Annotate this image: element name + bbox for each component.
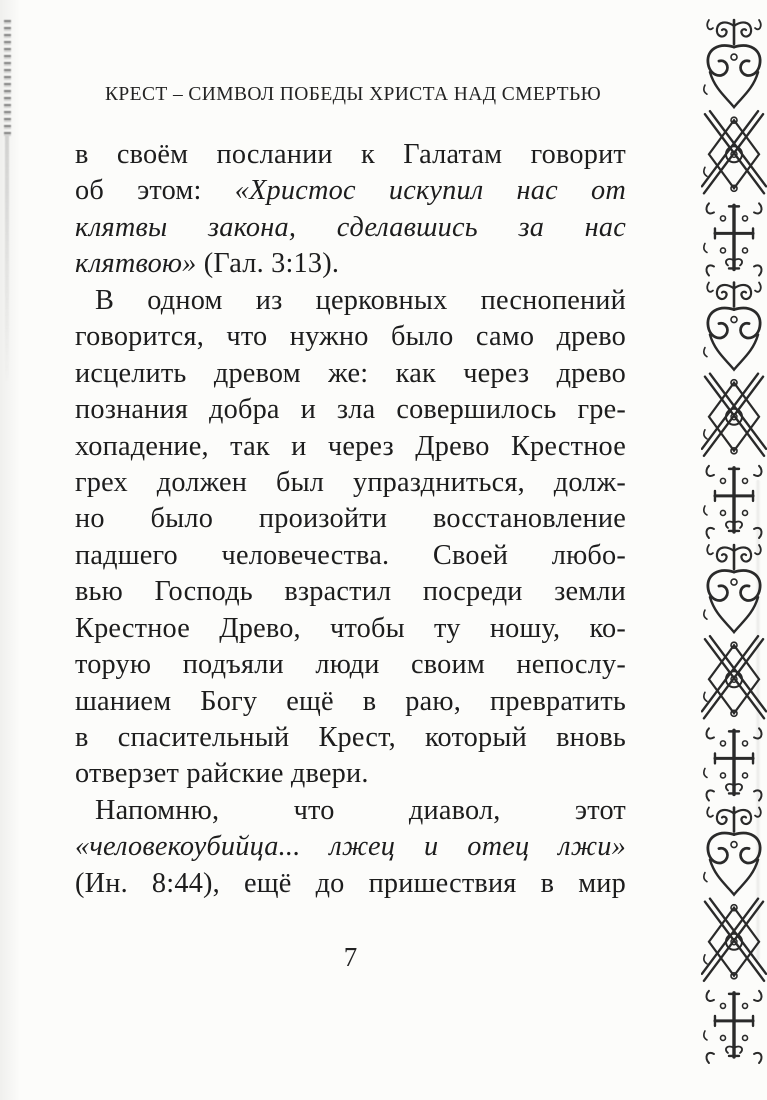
text-line [75,574,626,610]
body-run: В одном из церковных песнопений [95,284,626,316]
text-line [75,647,626,683]
text-line [75,173,626,209]
body-run: исцелить древом же: как через древо [75,357,626,389]
text-line [75,756,626,792]
text-line [75,829,626,865]
body-run: но было произойти восстановление [75,503,626,535]
body-run: отверзет райские двери. [75,758,369,790]
quote-italic-text: «человекоубийца... лжец и отец лжи» [75,831,626,863]
body-run: об этом: [75,175,235,207]
scan-edge-artifact [4,20,11,138]
text-line [75,137,626,173]
quote-italic-text: клятвою» [75,248,197,280]
body-run: в своём послании к Галатам говорит [75,139,626,170]
body-run: падшего человечества. Своей любо- [75,539,626,571]
quote-italic-text: клятвы закона, сделавшись за нас [75,211,626,243]
text-line [75,501,626,537]
text-line [75,356,626,392]
body-run: познания добра и зла совершилось гре- [75,394,626,426]
text-line [75,283,626,319]
page-number: 7 [343,942,358,972]
text-line [75,720,626,756]
body-run: вью Господь взрастил посреди земли [75,576,626,608]
text-line [75,319,626,355]
running-header: КРЕСТ – СИМВОЛ ПОБЕДЫ ХРИСТА НАД СМЕРТЬЮ [104,84,602,105]
body-run: (Гал. 3:13). [196,248,340,280]
text-line [75,684,626,720]
text-line [75,392,626,428]
text-line [75,793,626,829]
body-text [75,137,626,902]
text-line [75,246,626,282]
text-line [75,210,626,246]
text-line [75,429,626,465]
body-run: шанием Богу ещё в раю, превратить [75,685,626,717]
body-run: торую подъяли люди своим непослу- [75,649,626,681]
text-line [75,866,626,902]
body-run: Напомню, что диавол, этот [95,794,626,826]
text-line [75,611,626,647]
body-run: (Ин. 8:44), ещё до пришествия в мир [75,867,626,899]
body-run: хопадение, так и через Древо Крестное [75,430,626,462]
body-run: Крестное Древо, чтобы ту ношу, ко- [75,612,626,644]
text-line [75,538,626,574]
text-line [75,465,626,501]
body-run: говорится, что нужно было само древо [75,321,626,353]
right-border-ornament-icon [701,17,767,1067]
body-run: грех должен был упраздниться, долж- [75,466,626,498]
body-run: в спасительный Крест, который вновь [75,722,626,753]
quote-italic-text: «Христос искупил нас от [234,175,626,207]
